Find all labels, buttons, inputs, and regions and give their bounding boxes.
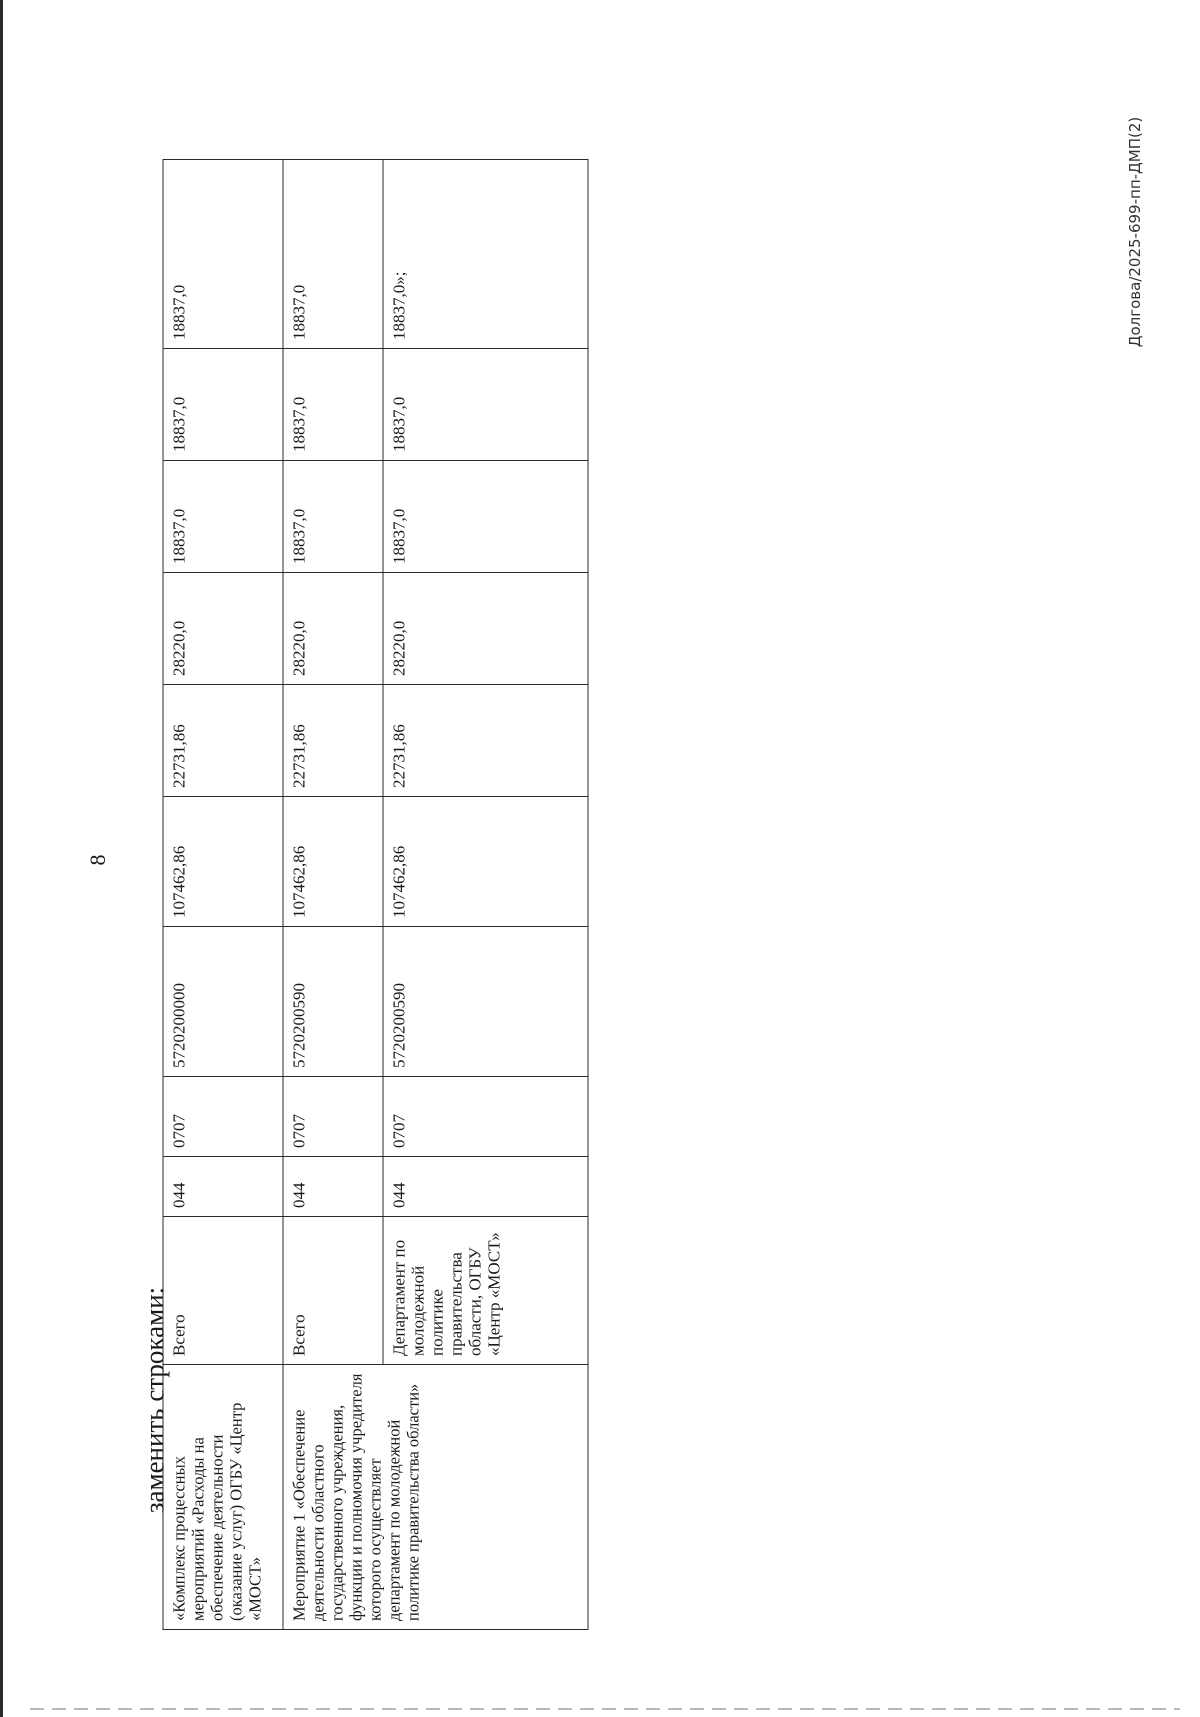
row-value-2: 28220,0 (283, 573, 383, 685)
row-rzpr: 0707 (283, 1077, 383, 1157)
row-executor: Всего (163, 1217, 283, 1365)
row-csr: 5720200590 (383, 927, 588, 1077)
page-number: 8 (85, 854, 110, 866)
row-value-3: 18837,0 (283, 461, 383, 573)
row-total: 107462,86 (283, 797, 383, 927)
row-value-1: 22731,86 (383, 685, 588, 797)
row-grbs: 044 (383, 1157, 588, 1217)
row-value-4: 18837,0 (383, 349, 588, 461)
row-name: «Комплекс процессных мероприятий «Расходы на обеспечение деятельности (оказание услуг) ОГБУ «Центр «МОСТ» (163, 1365, 283, 1630)
budget-table-wrapper (163, 160, 588, 1630)
document-id: Долгова/2025-699-пп-ДМП(2) (1126, 116, 1144, 348)
table-row (163, 160, 283, 1630)
row-value-2: 28220,0 (163, 573, 283, 685)
row-executor: Всего (283, 1217, 383, 1365)
row-executor: Департамент по молодежной политике правительства области, ОГБУ «Центр «МОСТ» (383, 1217, 588, 1365)
row-value-2: 28220,0 (383, 573, 588, 685)
scan-noise (30, 1708, 1180, 1710)
row-value-1: 22731,86 (283, 685, 383, 797)
row-value-4: 18837,0 (283, 349, 383, 461)
row-value-5: 18837,0 (163, 160, 283, 349)
row-grbs: 044 (283, 1157, 383, 1217)
row-total: 107462,86 (383, 797, 588, 927)
row-grbs: 044 (163, 1157, 283, 1217)
scan-edge (0, 0, 3, 1717)
intro-text: заменить строками: (139, 1286, 170, 1514)
row-rzpr: 0707 (383, 1077, 588, 1157)
row-value-5: 18837,0»; (383, 160, 588, 349)
row-csr: 5720200590 (283, 927, 383, 1077)
row-total: 107462,86 (163, 797, 283, 927)
row-rzpr: 0707 (163, 1077, 283, 1157)
budget-table (163, 159, 589, 1630)
row-value-3: 18837,0 (383, 461, 588, 573)
row-csr: 5720200000 (163, 927, 283, 1077)
row-value-1: 22731,86 (163, 685, 283, 797)
row-value-4: 18837,0 (163, 349, 283, 461)
row-value-5: 18837,0 (283, 160, 383, 349)
table-row (283, 160, 383, 1630)
row-value-3: 18837,0 (163, 461, 283, 573)
row-name: Мероприятие 1 «Обеспечение деятельности областного государственного учреждения, функции и полномочия учредителя которого осуществляет департамент по молодежной политике правительства области» (283, 1365, 588, 1630)
